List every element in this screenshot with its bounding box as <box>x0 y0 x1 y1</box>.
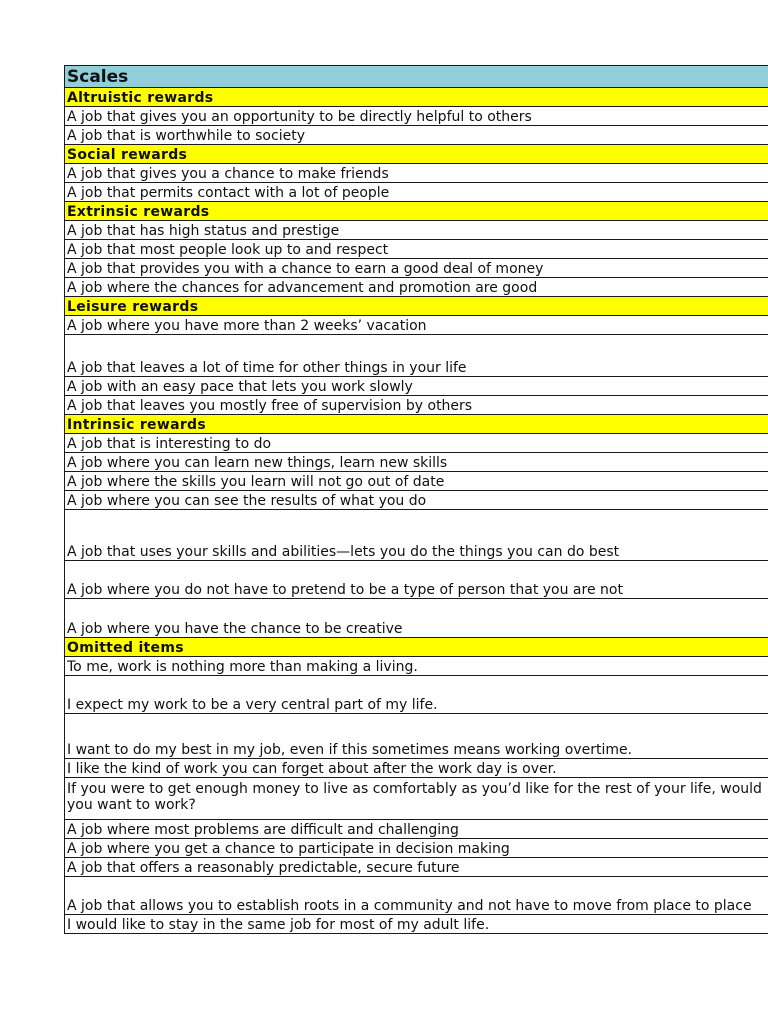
row-text: A job that offers a reasonably predictable, secure future <box>67 860 460 876</box>
row-text: A job that leaves a lot of time for other things in your life <box>67 360 467 376</box>
header-text: Social rewards <box>67 147 188 163</box>
row-text: A job that allows you to establish roots in a community and not have to move from place to place <box>67 898 752 914</box>
row-text: A job with an easy pace that lets you work slowly <box>67 379 413 395</box>
table-row <box>65 676 768 714</box>
row-text: A job that most people look up to and respect <box>67 242 389 258</box>
table-row <box>65 839 768 858</box>
table-row <box>65 164 768 183</box>
row-text: A job where you can learn new things, learn new skills <box>67 455 448 471</box>
table-row <box>65 126 768 145</box>
table-row <box>65 599 768 638</box>
row-text: A job where you do not have to pretend to be a type of person that you are not <box>67 582 623 598</box>
table-row <box>65 316 768 335</box>
row-text: I want to do my best in my job, even if this sometimes means working overtime. <box>67 742 633 758</box>
table-row <box>65 377 768 396</box>
table-row <box>65 510 768 561</box>
header-text: Leisure rewards <box>67 299 199 315</box>
row-text: A job that leaves you mostly free of supervision by others <box>67 398 473 414</box>
table-row <box>65 714 768 759</box>
row-text: A job where you can see the results of what you do <box>67 493 427 509</box>
spreadsheet-table <box>64 65 768 934</box>
table-row <box>65 259 768 278</box>
table-row <box>65 453 768 472</box>
row-text: A job where you have the chance to be creative <box>67 621 403 637</box>
row-text: A job that permits contact with a lot of people <box>67 185 390 201</box>
table-row <box>65 820 768 839</box>
row-text: I would like to stay in the same job for most of my adult life. <box>67 917 490 933</box>
section-header <box>65 297 768 316</box>
table-row <box>65 915 768 934</box>
row-text: To me, work is nothing more than making a living. <box>67 659 418 675</box>
row-text: A job where the skills you learn will not go out of date <box>67 474 445 490</box>
table-row <box>65 335 768 377</box>
table-row <box>65 396 768 415</box>
row-text: A job where you get a chance to participate in decision making <box>67 841 510 857</box>
table-row <box>65 877 768 915</box>
table-row <box>65 221 768 240</box>
row-text: A job where you have more than 2 weeks’ vacation <box>67 318 427 334</box>
table-row <box>65 858 768 877</box>
section-header <box>65 415 768 434</box>
header-text: Intrinsic rewards <box>67 417 206 433</box>
table-row <box>65 472 768 491</box>
header-text: Extrinsic rewards <box>67 204 210 220</box>
table-row <box>65 434 768 453</box>
row-text: A job that is interesting to do <box>67 436 272 452</box>
row-text: A job where most problems are difficult and challenging <box>67 822 459 838</box>
section-header <box>65 145 768 164</box>
table-row <box>65 183 768 202</box>
table-row <box>65 759 768 778</box>
table-row <box>65 561 768 599</box>
row-text: A job where the chances for advancement and promotion are good <box>67 280 538 296</box>
header-text: Scales <box>67 66 129 87</box>
table-row <box>65 657 768 676</box>
table-row <box>65 107 768 126</box>
row-text: I like the kind of work you can forget about after the work day is over. <box>67 761 557 777</box>
row-text: A job that has high status and prestige <box>67 223 340 239</box>
table-row <box>65 491 768 510</box>
section-header <box>65 88 768 107</box>
row-text: A job that is worthwhile to society <box>67 128 305 144</box>
row-text: A job that gives you an opportunity to be directly helpful to others <box>67 109 532 125</box>
row-text: A job that gives you a chance to make friends <box>67 166 389 182</box>
table-row <box>65 278 768 297</box>
row-text: I expect my work to be a very central part of my life. <box>67 697 438 713</box>
header-text: Altruistic rewards <box>67 90 214 106</box>
table-title <box>65 65 768 88</box>
table-row <box>65 778 768 820</box>
header-text: Omitted items <box>67 640 184 656</box>
row-text: A job that uses your skills and abilities—lets you do the things you can do best <box>67 544 620 560</box>
section-header <box>65 202 768 221</box>
row-text: If you were to get enough money to live as comfortably as you’d like for the rest of your life, would you want to work? <box>67 781 762 813</box>
section-header <box>65 638 768 657</box>
table-row <box>65 240 768 259</box>
row-text: A job that provides you with a chance to earn a good deal of money <box>67 261 544 277</box>
